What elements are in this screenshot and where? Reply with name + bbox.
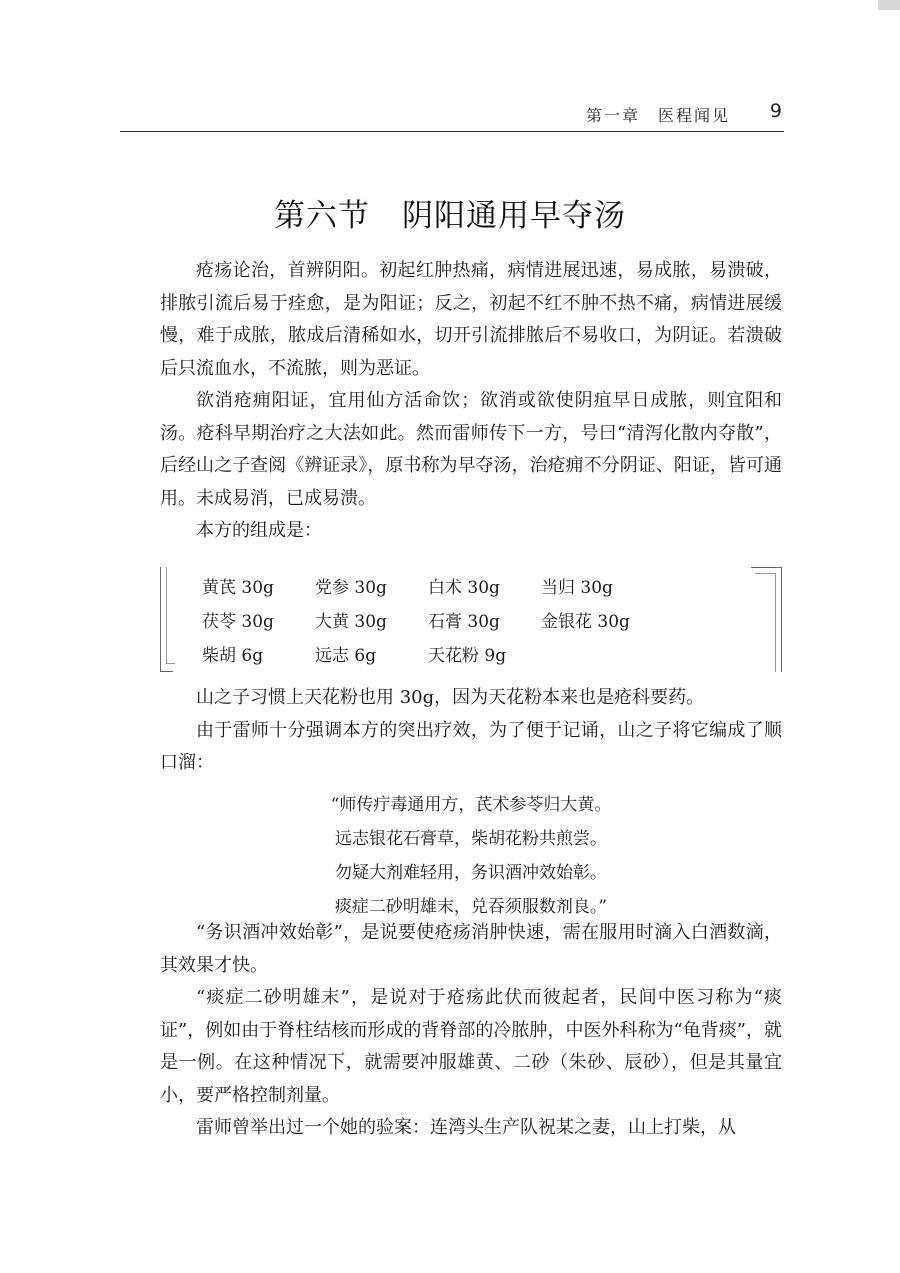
page-number: 9	[769, 100, 782, 122]
herb-item: 党参 30g	[315, 578, 387, 598]
herb-item: 黄芪 30g	[202, 578, 274, 598]
verse-block	[160, 788, 782, 924]
prescription-box	[160, 567, 782, 671]
herb-item: 大黄 30g	[315, 612, 387, 632]
herb-item: 天花粉 9g	[428, 646, 507, 666]
verse-line: 痰症二砂明雄末，兑吞须服数剂良。”	[334, 897, 608, 917]
herb-item: 当归 30g	[541, 578, 613, 598]
middle-text	[160, 682, 782, 780]
page-corner-mark	[878, 0, 900, 10]
paragraph: 本方的组成是：	[196, 520, 322, 541]
section-title: 第六节 阴阳通用早夺汤	[274, 198, 626, 234]
closing-text	[160, 917, 782, 1145]
bracket-left-inner	[166, 567, 175, 664]
herb-item: 远志 6g	[315, 646, 377, 666]
verse-line: 勿疑大剂难轻用，务识酒冲效始彰。	[335, 863, 607, 883]
herb-item: 白术 30g	[428, 578, 500, 598]
page-header	[0, 100, 900, 130]
herb-item: 金银花 30g	[541, 612, 630, 632]
paragraph: 由于雷师十分强调本方的突出疗效，为了便于记诵，山之子将它编成了顺口溜：	[160, 719, 782, 773]
running-head: 第一章 医程闻见	[585, 106, 730, 125]
herb-item: 茯苓 30g	[202, 612, 274, 632]
paragraph: 欲消疮痈阳证，宜用仙方活命饮；欲消或欲使阴疽早日成脓，则宜阳和汤。疮科早期治疗之大法如此。然而雷师传下一方，号曰“清泻化散内夺散”，后经山之子查阅《辨证录》，原书称为早夺汤，治疮痈不分阴证、阳证，皆可通用。未成易消，已成易溃。	[160, 390, 782, 509]
paragraph: “务识酒冲效始彰”，是说要使疮疡消肿快速，需在服用时滴入白酒数滴，其效果才快。	[160, 922, 782, 976]
paragraph: “痰症二砂明雄末”，是说对于疮疡此伏而彼起者，民间中医习称为“痰证”，例如由于脊柱结核而形成的背脊部的冷脓肿，中医外科称为“龟背痰”，就是一例。在这种情况下，就需要冲服雄黄、二砂（朱砂、辰砂），但是其量宜小，要严格控制剂量。	[160, 987, 782, 1106]
intro-text	[160, 255, 782, 548]
verse-line: 远志银花石膏草，柴胡花粉共煎尝。	[335, 829, 607, 849]
paragraph: 山之子习惯上天花粉也用 30g，因为天花粉本来也是疮科要药。	[196, 687, 705, 708]
bracket-right-inner	[755, 573, 776, 672]
header-rule	[120, 131, 784, 132]
herb-item: 柴胡 6g	[202, 646, 264, 666]
paragraph: 疮疡论治，首辨阴阳。初起红肿热痛，病情进展迅速，易成脓，易溃破，排脓引流后易于痊愈，是为阳证；反之，初起不红不肿不热不痛，病情进展缓慢，难于成脓，脓成后清稀如水，切开引流排脓后不易收口，为阴证。若溃破后只流血水，不流脓，则为恶证。	[160, 260, 782, 379]
paragraph: 雷师曾举出过一个她的验案：连湾头生产队祝某之妻，山上打柴，从	[196, 1117, 736, 1138]
herb-list	[202, 571, 682, 673]
herb-item: 石膏 30g	[428, 612, 500, 632]
verse-line: “师传疔毒通用方，芪术参苓归大黄。	[330, 795, 612, 815]
